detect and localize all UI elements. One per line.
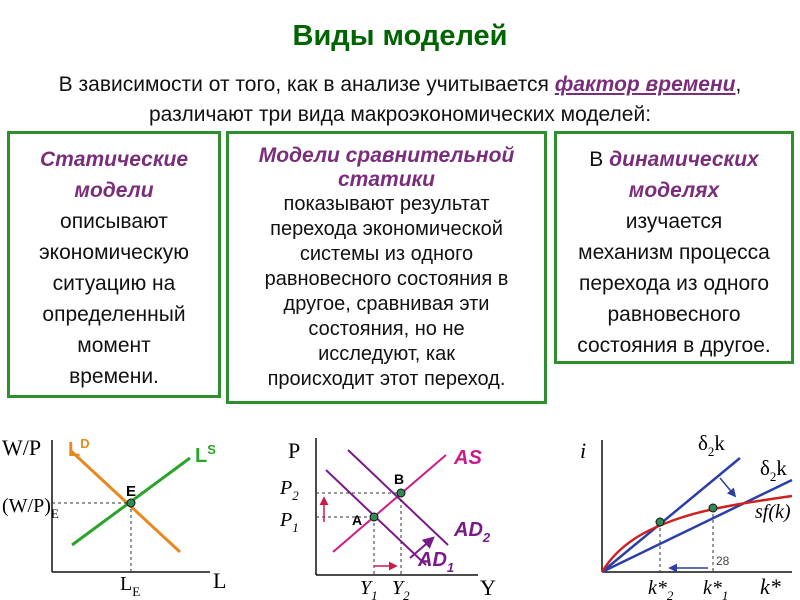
- intro-line-1-text: В зависимости от того, как в анализе учитывается: [58, 73, 549, 96]
- point-b: [397, 489, 405, 497]
- static-line-6: времени.: [69, 365, 159, 388]
- new-steady-state-point: [656, 518, 664, 526]
- equilibrium-wage-label: [2, 495, 59, 521]
- p2-label-main: P: [280, 477, 293, 499]
- y-axis-label: P: [288, 438, 301, 463]
- static-line-5: момент: [77, 334, 151, 357]
- comparative-line-7: исследуют, как: [318, 343, 455, 365]
- demand-label-sup: D: [80, 436, 90, 451]
- p1-label-main: P: [280, 509, 293, 531]
- static-models-box: [7, 131, 221, 398]
- comparative-line-6: состояния, но не: [308, 318, 465, 340]
- y1-label-main: Y: [360, 577, 372, 599]
- demand-curve: [70, 450, 180, 552]
- old-steady-state-point: [709, 504, 717, 512]
- equilibrium-labor-sub: E: [132, 584, 141, 599]
- ad1-label-main: AD: [418, 549, 447, 571]
- comparative-heading-1: Модели сравнительной: [258, 144, 515, 167]
- intro-text: [0, 70, 800, 130]
- point-b-label: B: [394, 471, 405, 487]
- static-line-2: экономическую: [38, 241, 190, 264]
- demand-label-main: L: [68, 439, 81, 461]
- x-axis-label: L: [213, 568, 227, 593]
- k2-label: [648, 577, 674, 600]
- static-line-3: ситуацию на: [52, 272, 176, 295]
- equilibrium-labor-main: L: [120, 573, 133, 595]
- dynamic-line-2: механизм процесса: [578, 241, 770, 264]
- delta-k-label-1-after: k: [714, 431, 725, 455]
- sf-k-label: sf(k): [755, 501, 791, 523]
- page-title: Виды моделей: [292, 20, 508, 52]
- equilibrium-wage-sub: E: [50, 506, 59, 521]
- k1-label-main: k*: [703, 577, 722, 599]
- equilibrium-wage-main: (W/P): [2, 495, 51, 517]
- delta-k-label-2-sub: 2: [769, 469, 777, 484]
- dynamic-line-3: перехода из одного: [578, 272, 769, 295]
- intro-line-1: [0, 70, 800, 100]
- ad1-label-sub: 1: [446, 560, 455, 575]
- comparative-line-1: показывают результат: [283, 193, 490, 215]
- line-shift-arrow: [720, 478, 735, 496]
- point-a: [370, 513, 378, 521]
- ad-as-diagram: [268, 430, 528, 600]
- dynamic-line-4: равновесного: [607, 303, 741, 326]
- k1-label-sub: 1: [721, 588, 729, 600]
- x-axis-label: Y: [480, 575, 496, 600]
- static-models-heading-2: модели: [74, 179, 154, 202]
- point-e-label: E: [126, 483, 137, 500]
- delta-k-label-2: [760, 456, 787, 484]
- labor-market-diagram: [0, 430, 250, 600]
- delta-k-label-1-sub: 2: [707, 444, 715, 459]
- intro-comma: ,: [735, 73, 742, 96]
- y1-label: [360, 577, 378, 600]
- equilibrium-labor-label: [120, 573, 140, 599]
- dynamic-line-1: изучается: [625, 210, 723, 233]
- k2-label-sub: 2: [666, 588, 674, 600]
- p2-label: [279, 477, 299, 503]
- y-axis-label: W/P: [2, 435, 42, 460]
- dynamic-line-5: состояния в другое.: [577, 334, 771, 357]
- page-number: 28: [716, 554, 730, 568]
- delta-k-label-2-main: δ: [760, 456, 770, 480]
- comparative-line-8: происходит этот переход.: [267, 368, 506, 390]
- time-factor-highlight: фактор времени: [554, 73, 736, 96]
- dynamic-heading-word: динамических: [609, 148, 759, 171]
- supply-label-main: L: [195, 445, 208, 467]
- comparative-line-5: другое, сравнивая эти: [283, 293, 490, 315]
- delta-k-label-1-main: δ: [698, 431, 708, 455]
- ad2-curve: [348, 450, 448, 545]
- p1-label-sub: 1: [292, 520, 299, 535]
- ad2-label-sub: 2: [482, 530, 491, 545]
- x-axis-label: k*: [760, 574, 781, 599]
- ad2-label: [453, 519, 491, 545]
- y2-label: [392, 577, 410, 600]
- comparative-line-2: перехода экономической: [270, 218, 503, 240]
- point-a-label: A: [352, 512, 363, 528]
- dynamic-heading-prefix: В: [589, 148, 604, 171]
- delta-k-label-2-after: k: [776, 456, 787, 480]
- k1-label: [703, 577, 728, 600]
- comparative-statics-box: [226, 131, 547, 404]
- static-line-4: определенный: [42, 303, 186, 326]
- p1-label: [279, 509, 299, 535]
- y2-label-main: Y: [392, 577, 404, 599]
- dynamic-heading-2: моделях: [628, 179, 720, 202]
- dynamic-models-box: [554, 131, 794, 364]
- dynamic-heading-1: [557, 144, 791, 175]
- supply-label-sup: S: [207, 442, 216, 457]
- p2-label-sub: 2: [292, 488, 299, 503]
- comparative-line-4: равновесного состояния в: [264, 268, 509, 290]
- static-models-heading-1: Статические: [39, 148, 189, 171]
- k2-label-main: k*: [648, 577, 667, 599]
- comparative-heading-2: статики: [337, 168, 435, 191]
- delta-k-label-1: [698, 431, 725, 459]
- y2-label-sub: 2: [403, 588, 410, 600]
- equilibrium-point: [127, 499, 135, 507]
- solow-growth-diagram: [570, 430, 800, 600]
- ad2-label-main: AD: [454, 519, 483, 541]
- y1-label-sub: 1: [371, 588, 378, 600]
- demand-label: [68, 436, 90, 461]
- as-curve: [333, 455, 446, 552]
- ad1-label: [417, 549, 454, 575]
- comparative-line-3: системы из одного: [299, 243, 474, 265]
- supply-label: [195, 442, 216, 467]
- intro-line-2: различают три вида макроэкономических моделей:: [148, 103, 652, 126]
- static-line-1: описывают: [60, 210, 168, 233]
- as-label: AS: [454, 447, 482, 469]
- y-axis-label: i: [580, 438, 587, 463]
